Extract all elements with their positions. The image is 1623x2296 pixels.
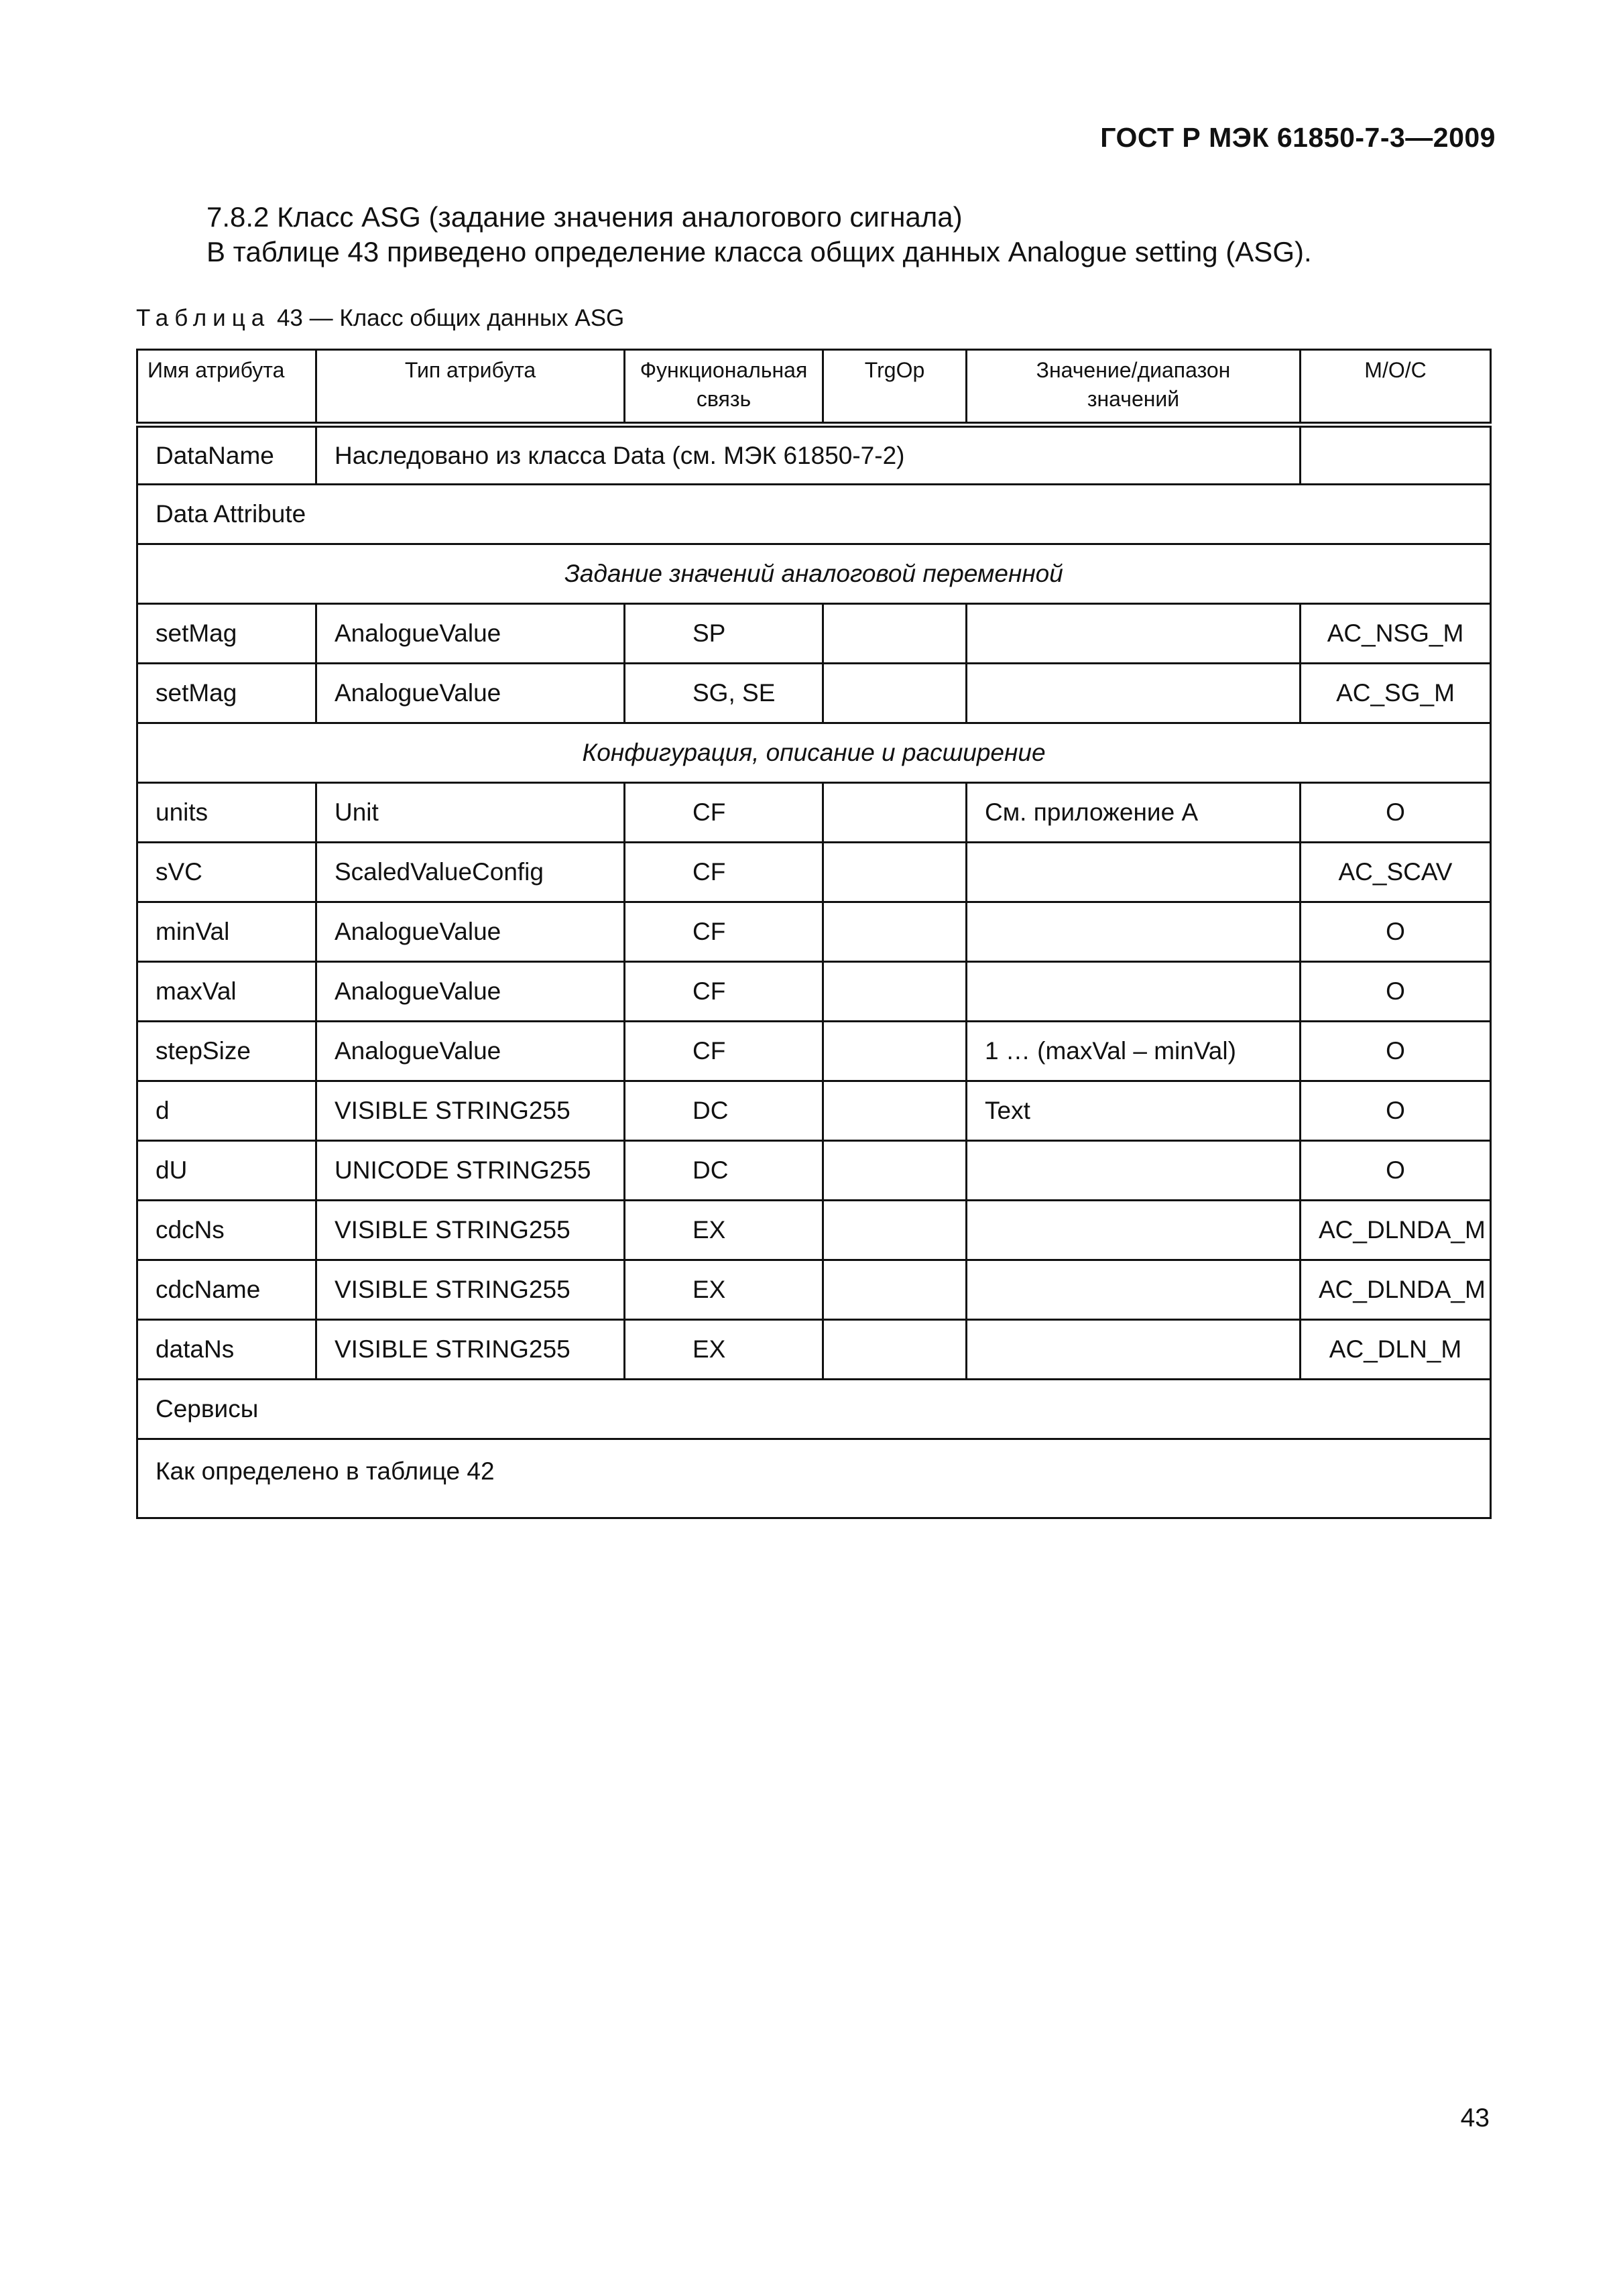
functional-constraint-cell: SP	[625, 604, 823, 664]
trgop-cell	[823, 962, 967, 1022]
moc-cell: O	[1301, 902, 1491, 962]
functional-constraint-cell: CF	[625, 843, 823, 902]
attribute-type-cell: AnalogueValue	[316, 604, 625, 664]
asg-class-table	[136, 349, 1492, 1519]
table-body	[137, 350, 1491, 1518]
header-attribute-type: Тип атрибута	[316, 350, 625, 425]
page-number: 43	[1460, 2104, 1490, 2132]
attribute-type-cell: VISIBLE STRING255	[316, 1201, 625, 1260]
moc-cell: O	[1301, 783, 1491, 843]
value-range-cell	[967, 604, 1301, 664]
moc-cell: AC_DLN_M	[1301, 1320, 1491, 1380]
moc-cell: O	[1301, 1022, 1491, 1081]
table-caption	[136, 305, 624, 332]
value-range-cell	[967, 1320, 1301, 1380]
value-range-cell: Text	[967, 1081, 1301, 1141]
table-row	[137, 1081, 1491, 1141]
value-range-cell	[967, 962, 1301, 1022]
value-range-cell	[967, 664, 1301, 723]
value-range-cell	[967, 1141, 1301, 1201]
services-label-row	[137, 1380, 1491, 1439]
services-label: Сервисы	[137, 1380, 1491, 1439]
attribute-type-cell: VISIBLE STRING255	[316, 1320, 625, 1380]
dataname-inherited-text: Наследовано из класса Data (см. МЭК 61850-7-2)	[316, 425, 1301, 485]
moc-cell: O	[1301, 962, 1491, 1022]
attribute-type-cell: AnalogueValue	[316, 962, 625, 1022]
functional-constraint-cell: EX	[625, 1201, 823, 1260]
table-row	[137, 1022, 1491, 1081]
functional-constraint-cell: EX	[625, 1260, 823, 1320]
functional-constraint-cell: CF	[625, 962, 823, 1022]
functional-constraint-cell: DC	[625, 1141, 823, 1201]
table-header-row	[137, 350, 1491, 425]
attribute-name-cell: dataNs	[137, 1320, 316, 1380]
header-functional-constraint: Функциональная связь	[625, 350, 823, 425]
value-range-cell	[967, 902, 1301, 962]
moc-cell: O	[1301, 1081, 1491, 1141]
attribute-name-cell: sVC	[137, 843, 316, 902]
trgop-cell	[823, 843, 967, 902]
header-attribute-name: Имя атрибута	[137, 350, 316, 425]
data-attribute-row	[137, 485, 1491, 544]
trgop-cell	[823, 604, 967, 664]
attribute-type-cell: AnalogueValue	[316, 664, 625, 723]
table-caption-prefix: Таблица	[136, 305, 271, 331]
attribute-name-cell: dU	[137, 1141, 316, 1201]
table-row	[137, 1201, 1491, 1260]
data-attribute-label: Data Attribute	[137, 485, 1491, 544]
attribute-type-cell: UNICODE STRING255	[316, 1141, 625, 1201]
trgop-cell	[823, 1260, 967, 1320]
attribute-type-cell: ScaledValueConfig	[316, 843, 625, 902]
moc-cell: AC_DLNDA_M	[1301, 1260, 1491, 1320]
table-row	[137, 1141, 1491, 1201]
attribute-name-cell: units	[137, 783, 316, 843]
attribute-name-cell: cdcNs	[137, 1201, 316, 1260]
group-heading-configuration: Конфигурация, описание и расширение	[137, 723, 1491, 783]
dataname-cell: DataName	[137, 425, 316, 485]
group-heading-setting: Задание значений аналоговой переменной	[137, 544, 1491, 604]
attribute-type-cell: AnalogueValue	[316, 1022, 625, 1081]
attribute-type-cell: AnalogueValue	[316, 902, 625, 962]
attribute-name-cell: maxVal	[137, 962, 316, 1022]
value-range-cell	[967, 1260, 1301, 1320]
functional-constraint-cell: CF	[625, 1022, 823, 1081]
services-text-row	[137, 1439, 1491, 1518]
attribute-type-cell: VISIBLE STRING255	[316, 1081, 625, 1141]
attribute-name-cell: minVal	[137, 902, 316, 962]
group-heading-row	[137, 723, 1491, 783]
attribute-type-cell: Unit	[316, 783, 625, 843]
group-heading-row	[137, 544, 1491, 604]
trgop-cell	[823, 1201, 967, 1260]
table-row	[137, 1260, 1491, 1320]
attribute-name-cell: d	[137, 1081, 316, 1141]
table-caption-text: 43 — Класс общих данных ASG	[270, 305, 625, 331]
moc-cell: O	[1301, 1141, 1491, 1201]
moc-cell: AC_SCAV	[1301, 843, 1491, 902]
trgop-cell	[823, 1022, 967, 1081]
trgop-cell	[823, 1320, 967, 1380]
functional-constraint-cell: EX	[625, 1320, 823, 1380]
header-trgop: TrgOp	[823, 350, 967, 425]
table-row	[137, 902, 1491, 962]
functional-constraint-cell: DC	[625, 1081, 823, 1141]
table-row	[137, 664, 1491, 723]
table-row	[137, 962, 1491, 1022]
table-row	[137, 604, 1491, 664]
functional-constraint-cell: CF	[625, 902, 823, 962]
header-moc: M/O/C	[1301, 350, 1491, 425]
value-range-cell: 1 … (maxVal – minVal)	[967, 1022, 1301, 1081]
header-value-range: Значение/диапазон значений	[967, 350, 1301, 425]
attribute-type-cell: VISIBLE STRING255	[316, 1260, 625, 1320]
trgop-cell	[823, 1081, 967, 1141]
value-range-cell	[967, 1201, 1301, 1260]
value-range-cell: См. приложение А	[967, 783, 1301, 843]
attribute-name-cell: setMag	[137, 664, 316, 723]
attribute-name-cell: stepSize	[137, 1022, 316, 1081]
document-code: ГОСТ Р МЭК 61850-7-3—2009	[1100, 122, 1496, 153]
table-row	[137, 783, 1491, 843]
trgop-cell	[823, 664, 967, 723]
dataname-moc-cell	[1301, 425, 1491, 485]
attribute-name-cell: setMag	[137, 604, 316, 664]
moc-cell: AC_DLNDA_M	[1301, 1201, 1491, 1260]
trgop-cell	[823, 783, 967, 843]
attribute-name-cell: cdcName	[137, 1260, 316, 1320]
value-range-cell	[967, 843, 1301, 902]
intro-paragraph: В таблице 43 приведено определение класса общих данных Analogue setting (ASG).	[206, 236, 1312, 267]
functional-constraint-cell: CF	[625, 783, 823, 843]
moc-cell: AC_NSG_M	[1301, 604, 1491, 664]
section-heading: 7.8.2 Класс ASG (задание значения аналогового сигнала)	[206, 201, 963, 233]
trgop-cell	[823, 1141, 967, 1201]
dataname-row	[137, 425, 1491, 485]
table-row	[137, 843, 1491, 902]
trgop-cell	[823, 902, 967, 962]
functional-constraint-cell: SG, SE	[625, 664, 823, 723]
moc-cell: AC_SG_M	[1301, 664, 1491, 723]
table-row	[137, 1320, 1491, 1380]
services-text: Как определено в таблице 42	[137, 1439, 1491, 1518]
